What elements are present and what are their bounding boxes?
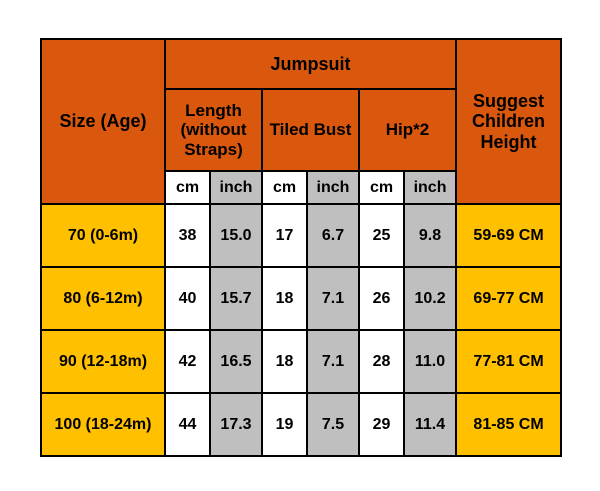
cell-size: 70 (0-6m) [41,204,165,267]
cell-length-cm: 38 [165,204,210,267]
cell-size: 90 (12-18m) [41,330,165,393]
cell-height: 77-81 CM [456,330,561,393]
header-group-length: Length (without Straps) [165,89,262,171]
cell-bust-cm: 18 [262,267,307,330]
cell-length-inch: 15.7 [210,267,262,330]
header-group-tiled-bust: Tiled Bust [262,89,359,171]
cell-hip-inch: 9.8 [404,204,456,267]
cell-bust-inch: 7.1 [307,267,359,330]
cell-hip-cm: 25 [359,204,404,267]
table-row [41,267,561,330]
header-unit-bust-inch: inch [307,171,359,204]
header-product: Jumpsuit [165,39,456,89]
cell-size: 80 (6-12m) [41,267,165,330]
table-header-row-title [41,39,561,89]
cell-bust-inch: 7.1 [307,330,359,393]
header-size-age: Size (Age) [41,39,165,204]
table-row [41,393,561,456]
cell-hip-cm: 26 [359,267,404,330]
cell-bust-inch: 6.7 [307,204,359,267]
cell-bust-cm: 19 [262,393,307,456]
header-unit-length-cm: cm [165,171,210,204]
header-unit-bust-cm: cm [262,171,307,204]
cell-length-inch: 17.3 [210,393,262,456]
cell-bust-inch: 7.5 [307,393,359,456]
cell-hip-inch: 11.4 [404,393,456,456]
cell-hip-inch: 10.2 [404,267,456,330]
cell-height: 81-85 CM [456,393,561,456]
header-unit-hip-inch: inch [404,171,456,204]
header-group-hip: Hip*2 [359,89,456,171]
cell-bust-cm: 17 [262,204,307,267]
size-chart-table [40,38,562,457]
table-row [41,204,561,267]
cell-hip-cm: 29 [359,393,404,456]
cell-length-cm: 40 [165,267,210,330]
cell-length-cm: 42 [165,330,210,393]
cell-size: 100 (18-24m) [41,393,165,456]
cell-length-inch: 15.0 [210,204,262,267]
header-suggest-height: Suggest Children Height [456,39,561,204]
cell-height: 59-69 CM [456,204,561,267]
size-chart-container [40,38,560,457]
cell-hip-inch: 11.0 [404,330,456,393]
header-unit-length-inch: inch [210,171,262,204]
cell-height: 69-77 CM [456,267,561,330]
cell-length-cm: 44 [165,393,210,456]
cell-length-inch: 16.5 [210,330,262,393]
cell-hip-cm: 28 [359,330,404,393]
cell-bust-cm: 18 [262,330,307,393]
table-row [41,330,561,393]
header-unit-hip-cm: cm [359,171,404,204]
